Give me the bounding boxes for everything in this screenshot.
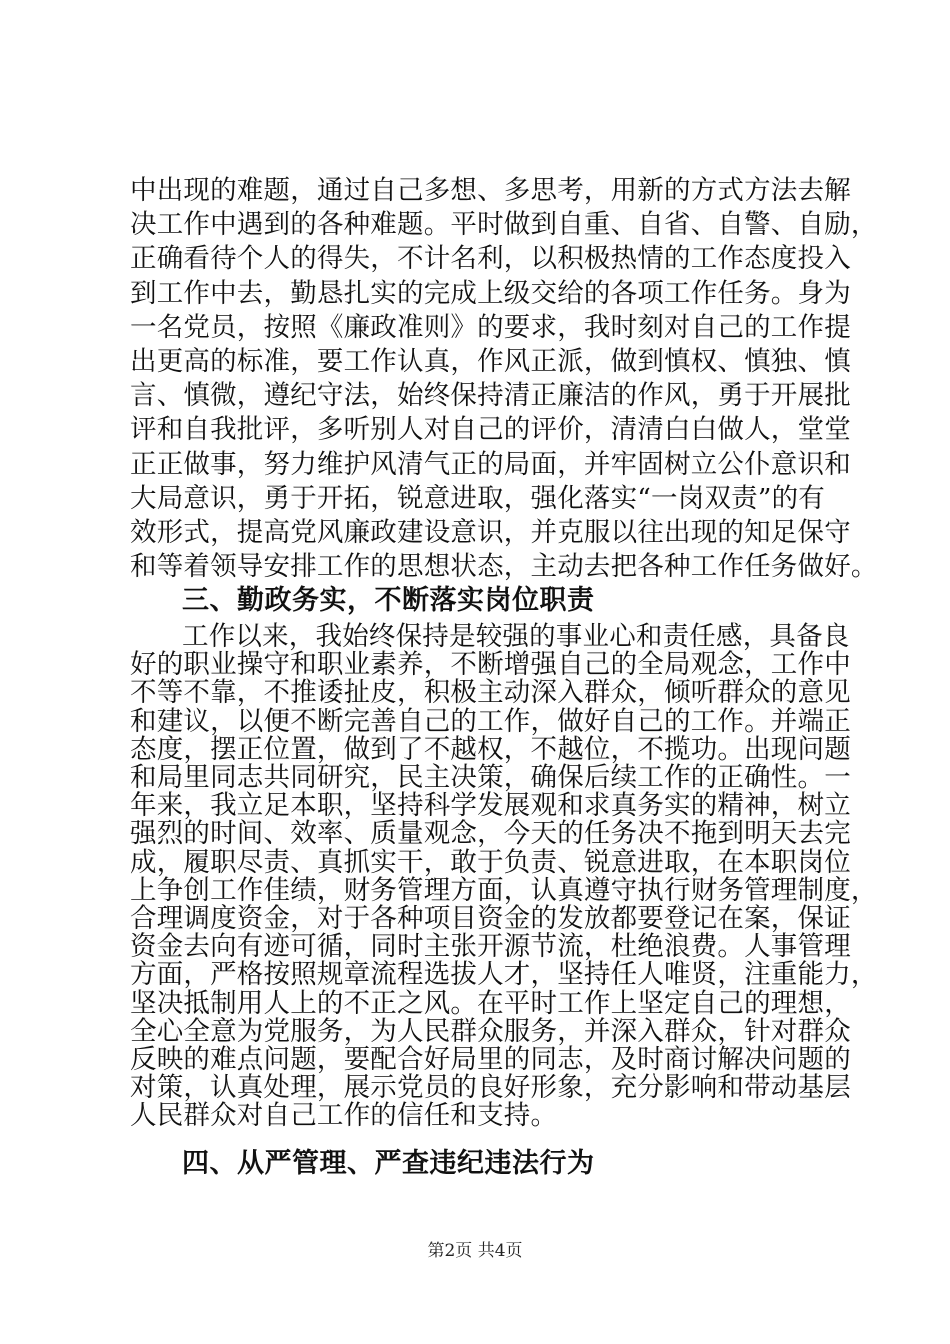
paragraph-line: 反映的难点问题，要配合好局里的同志，及时商讨解决问题的	[130, 1044, 851, 1075]
paragraph-line: 合理调度资金，对于各种项目资金的发放都要登记在案，保证	[130, 903, 851, 934]
paragraph-line: 方面，严格按照规章流程选拔人才，坚持任人唯贤，注重能力，	[130, 959, 878, 991]
paragraph-line: 和局里同志共同研究，民主决策，确保后续工作的正确性。一	[130, 762, 851, 793]
paragraph-line: 人民群众对自己工作的信任和支持。	[130, 1100, 558, 1132]
paragraph-line: 言、慎微，遵纪守法，始终保持清正廉洁的作风，勇于开展批	[130, 380, 851, 412]
paragraph-line: 评和自我批评，多听别人对自己的评价，清清白白做人，堂堂	[130, 414, 851, 446]
paragraph-line: 坚决抵制用人上的不正之风。在平时工作上坚定自己的理想，	[130, 987, 851, 1019]
paragraph-line: 正确看待个人的得失，不计名利，以积极热情的工作态度投入	[130, 243, 851, 275]
paragraph-line: 工作以来，我始终保持是较强的事业心和责任感，具备良	[182, 621, 850, 652]
paragraph-line: 正正做事，努力维护风清气正的局面，并牢固树立公仆意识和	[130, 448, 851, 480]
paragraph-line: 到工作中去，勤恳扎实的完成上级交给的各项工作任务。身为	[130, 277, 851, 309]
section-heading-3: 三、勤政务实，不断落实岗位职责	[182, 585, 595, 616]
paragraph-line: 出更高的标准，要工作认真，作风正派，做到慎权、慎独、慎	[130, 346, 851, 377]
paragraph-line: 对策，认真处理，展示党员的良好形象，充分影响和带动基层	[130, 1072, 851, 1104]
paragraph-line: 资金去向有迹可循，同时主张开源节流，杜绝浪费。人事管理	[130, 931, 851, 963]
paragraph-line: 成，履职尽责、真抓实干，敢于负责、锐意进取，在本职岗位	[130, 846, 851, 878]
page-footer: 第2页 共4页	[427, 1241, 523, 1261]
paragraph-line: 效形式，提高党风廉政建设意识，并克服以往出现的知足保守	[130, 517, 851, 548]
paragraph-line: 态度，摆正位置，做到了不越权，不越位，不揽功。出现问题	[130, 733, 851, 765]
paragraph-line: 大局意识，勇于开拓，锐意进取，强化落实“一岗双责”的有	[130, 482, 825, 514]
paragraph-line: 好的职业操守和职业素养，不断增强自己的全局观念，工作中	[130, 649, 851, 681]
paragraph-line: 强烈的时间、效率、质量观念，今天的任务决不拖到明天去完	[130, 818, 851, 850]
paragraph-line: 年来，我立足本职，坚持科学发展观和求真务实的精神，树立	[130, 790, 851, 822]
section-heading-4: 四、从严管理、严查违纪违法行为	[182, 1148, 595, 1179]
paragraph-line: 和等着领导安排工作的思想状态，主动去把各种工作任务做好。	[130, 551, 878, 583]
paragraph-line: 一名党员，按照《廉政准则》的要求，我时刻对自己的工作提	[130, 311, 851, 343]
paragraph-line: 不等不靠，不推诿扯皮，积极主动深入群众，倾听群众的意见	[130, 677, 851, 709]
paragraph-line: 中出现的难题，通过自己多想、多思考，用新的方式方法去解	[130, 175, 851, 206]
paragraph-line: 全心全意为党服务，为人民群众服务，并深入群众，针对群众	[130, 1015, 851, 1047]
paragraph-line: 和建议，以便不断完善自己的工作，做好自己的工作。并端正	[130, 705, 851, 737]
paragraph-line: 决工作中遇到的各种难题。平时做到自重、自省、自警、自励，	[130, 209, 878, 241]
paragraph-line: 上争创工作佳绩，财务管理方面，认真遵守执行财务管理制度，	[130, 874, 878, 906]
